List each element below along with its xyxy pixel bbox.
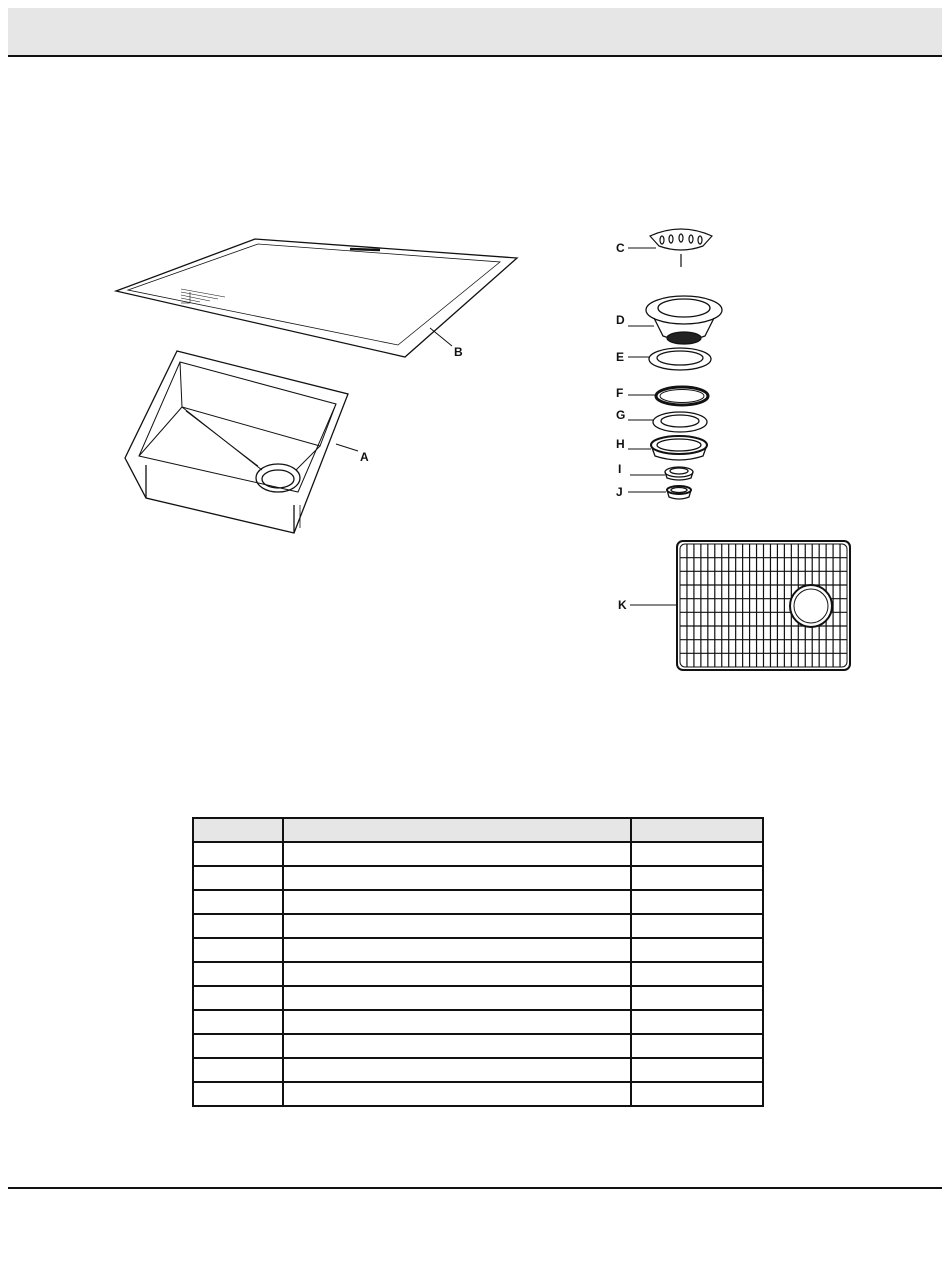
footer-rule — [8, 1187, 942, 1189]
table-cell — [193, 890, 283, 914]
table-cell — [193, 1082, 283, 1106]
locknut-h-drawing — [651, 436, 707, 460]
table-cell — [631, 890, 763, 914]
drain-flange-drawing — [646, 296, 722, 344]
table-header-cell — [193, 818, 283, 842]
callout-label-d: D — [616, 313, 625, 327]
table-cell — [631, 1058, 763, 1082]
table-cell — [631, 938, 763, 962]
table-cell — [631, 1034, 763, 1058]
bottom-grid-drawing — [677, 541, 850, 670]
callout-label-c: C — [616, 241, 625, 255]
sink-template-drawing — [116, 239, 517, 357]
table-cell — [283, 938, 631, 962]
table-cell — [283, 866, 631, 890]
table-row — [193, 1082, 763, 1106]
table-cell — [283, 1034, 631, 1058]
table-cell — [193, 986, 283, 1010]
washer-g-drawing — [653, 412, 707, 432]
callout-label-a: A — [360, 450, 369, 464]
table-row — [193, 1010, 763, 1034]
table-row — [193, 986, 763, 1010]
table-cell — [631, 866, 763, 890]
callout-label-f: F — [616, 386, 624, 400]
table-cell — [631, 914, 763, 938]
sink-bowl-drawing — [125, 351, 348, 533]
callout-label-k: K — [618, 598, 627, 612]
table-cell — [631, 962, 763, 986]
callout-line-a — [336, 444, 358, 451]
table-cell — [193, 1058, 283, 1082]
table-cell — [193, 842, 283, 866]
callout-label-b: B — [454, 345, 463, 359]
table-cell — [193, 1010, 283, 1034]
table-cell — [631, 1082, 763, 1106]
table-row — [193, 938, 763, 962]
callout-label-g: G — [616, 408, 626, 422]
ring-f-drawing — [656, 387, 708, 405]
nut-j-drawing — [667, 486, 691, 499]
table-row — [193, 866, 763, 890]
table-cell — [283, 842, 631, 866]
table-cell — [283, 1082, 631, 1106]
table-cell — [193, 962, 283, 986]
table-cell — [193, 866, 283, 890]
parts-table — [192, 817, 764, 1107]
table-cell — [193, 938, 283, 962]
strainer-basket-drawing — [650, 229, 712, 267]
table-row — [193, 890, 763, 914]
table-cell — [631, 1010, 763, 1034]
table-cell — [283, 890, 631, 914]
table-cell — [283, 986, 631, 1010]
table-row — [193, 1034, 763, 1058]
table-cell — [631, 986, 763, 1010]
table-cell — [283, 1010, 631, 1034]
callout-line-b — [430, 328, 452, 346]
table-cell — [283, 1058, 631, 1082]
table-header-row — [193, 818, 763, 842]
table-row — [193, 914, 763, 938]
gasket-e-drawing — [649, 348, 711, 370]
table-cell — [193, 1034, 283, 1058]
table-header-cell — [631, 818, 763, 842]
table-cell — [193, 914, 283, 938]
callout-label-i: I — [618, 462, 622, 476]
callout-label-h: H — [616, 437, 625, 451]
table-row — [193, 1058, 763, 1082]
table-row — [193, 962, 763, 986]
callout-label-j: J — [616, 485, 623, 499]
table-cell — [283, 914, 631, 938]
table-cell — [631, 842, 763, 866]
ring-i-drawing — [665, 467, 693, 480]
callout-label-e: E — [616, 350, 625, 364]
table-row — [193, 842, 763, 866]
table-header-cell — [283, 818, 631, 842]
table-cell — [283, 962, 631, 986]
